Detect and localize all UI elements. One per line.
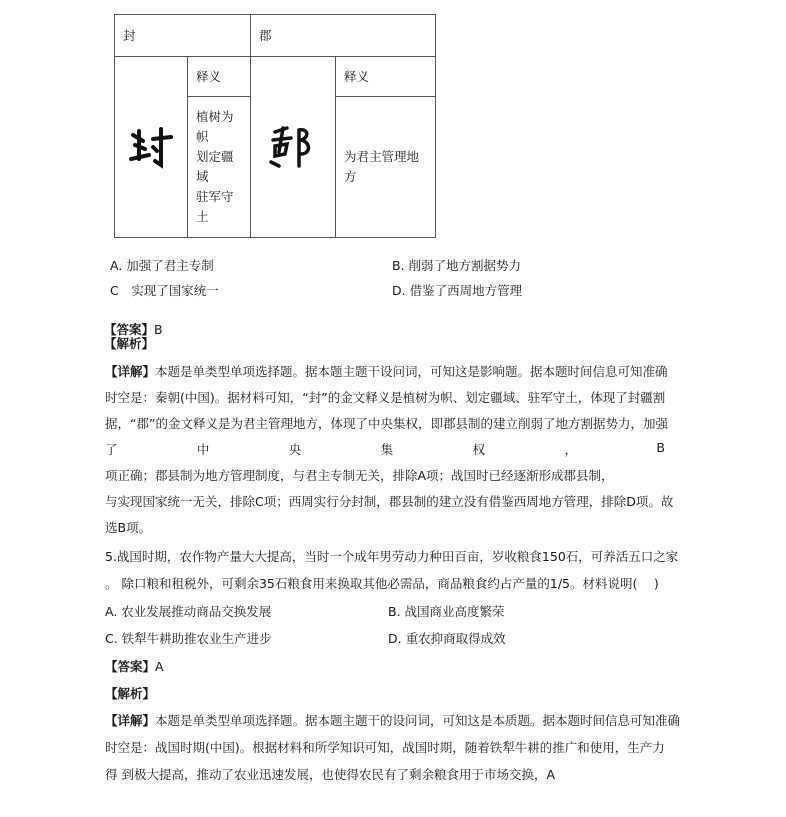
q4-detail-label: 【详解】 — [105, 364, 156, 379]
q5-answer-value: A — [155, 659, 164, 674]
q4-detail-text: 本题是单类型单项选择题。据本题主题干设问词，可知这是影响题。据本题时间信息可知准确 — [155, 364, 668, 379]
q4-detail-justified-line — [105, 440, 665, 458]
feng-glyph-cell — [115, 57, 188, 238]
q4-option-d: D. 借鉴了西周地方管理 — [392, 283, 523, 298]
q5-answer-label: 【答案】 — [105, 659, 156, 674]
q5-stem-line: 。 除口粮和租税外，可剩余35石粮食用来换取其他必需品，商品粮食约占产量的1/5。材料说明( ) — [105, 576, 659, 591]
jun-glyph-cell — [251, 57, 336, 238]
feng-meaning-line: 域 — [196, 169, 209, 184]
q4-detail-line: 与实现国家统一无关，排除C项；西周实行分封制，郡县制的建立没有借鉴西周地方管理，排除D项。故 — [105, 494, 674, 509]
spread-char: B — [656, 440, 665, 455]
q4-analysis-label: 【解析】 — [104, 336, 155, 351]
q5-detail-label: 【详解】 — [105, 713, 156, 728]
feng-header: 封 — [123, 28, 136, 43]
jun-meaning-line: 为君主管理地 — [344, 149, 420, 164]
jun-meaning-line: 方 — [344, 169, 357, 184]
q4-option-b: B. 削弱了地方割据势力 — [392, 258, 522, 273]
q4-detail-line: 选B项。 — [105, 520, 152, 535]
q4-detail-line: 项正确；郡县制为地方管理制度，与君主专制无关，排除A项；战国时已经逐渐形成郡县制， — [105, 468, 614, 483]
q5-option-d: D. 重农抑商取得成效 — [388, 631, 506, 646]
jun-label: 释义 — [344, 69, 370, 84]
q4-answer-value: B — [154, 322, 163, 337]
spread-char: ， — [564, 442, 577, 457]
jun-label-cell — [336, 57, 436, 97]
character-table — [114, 14, 436, 238]
feng-meaning-line: 驻军守 — [196, 189, 234, 204]
feng-bronze-glyph-icon — [129, 125, 173, 169]
feng-meaning-line: 植树为 — [196, 109, 234, 124]
q5-option-a: A. 农业发展推动商品交换发展 — [105, 604, 272, 619]
q4-detail-line — [105, 362, 668, 380]
q4-detail-line: 时空是：秦朝(中国)。据材料可知，“封”的金文释义是植树为帜、划定疆域、驻军守土，体现了封疆割 — [105, 390, 666, 405]
jun-header: 郡 — [259, 28, 272, 43]
q5-analysis-label: 【解析】 — [105, 686, 156, 701]
q5-option-b: B. 战国商业高度繁荣 — [388, 604, 505, 619]
q5-stem-line: 5.战国时期，农作物产量大大提高，当时一个成年男劳动力种田百亩，岁收粮食150石，可养活五口之家 — [105, 549, 679, 564]
spread-char: 中 — [196, 442, 210, 457]
jun-bronze-glyph-icon — [269, 124, 317, 170]
spread-char: 权 — [472, 442, 486, 457]
spread-char: 了 — [105, 442, 118, 457]
feng-meaning-line: 土 — [196, 209, 209, 224]
q4-answer-label: 【答案】 — [104, 322, 155, 337]
feng-label-cell — [188, 57, 251, 97]
feng-label: 释义 — [196, 69, 222, 84]
q5-option-c: C. 铁犁牛耕助推农业生产进步 — [105, 631, 272, 646]
feng-header-cell — [115, 15, 251, 57]
jun-header-cell — [251, 15, 436, 57]
q5-detail-line — [105, 711, 680, 729]
feng-meaning-line: 帜 — [196, 129, 209, 144]
q4-option-a: A. 加强了君主专制 — [110, 258, 214, 273]
jun-meaning-cell — [336, 97, 436, 238]
spread-char: 央 — [288, 442, 302, 457]
feng-meaning-line: 划定疆 — [196, 149, 234, 164]
q4-detail-line: 据，“郡”的金文释义是为君主管理地方，体现了中央集权，即郡县制的建立削弱了地方割据势力，加强 — [105, 416, 668, 431]
q5-detail-line: 得 到极大提高，推动了农业迅速发展，也使得农民有了剩余粮食用于市场交换，A — [105, 767, 556, 782]
spread-char: 集 — [380, 442, 394, 457]
q4-option-c: C 实现了国家统一 — [110, 283, 219, 298]
q5-answer — [105, 657, 164, 675]
q5-detail-line: 时空是：战国时期(中国)。根据材料和所学知识可知，战国时期，随着铁犁牛耕的推广和使用，生产力 — [105, 740, 665, 755]
q5-detail-text: 本题是单类型单项选择题。据本题主题干的设问词，可知这是本质题。据本题时间信息可知准确 — [155, 713, 681, 728]
feng-meanings-cell — [188, 97, 251, 238]
